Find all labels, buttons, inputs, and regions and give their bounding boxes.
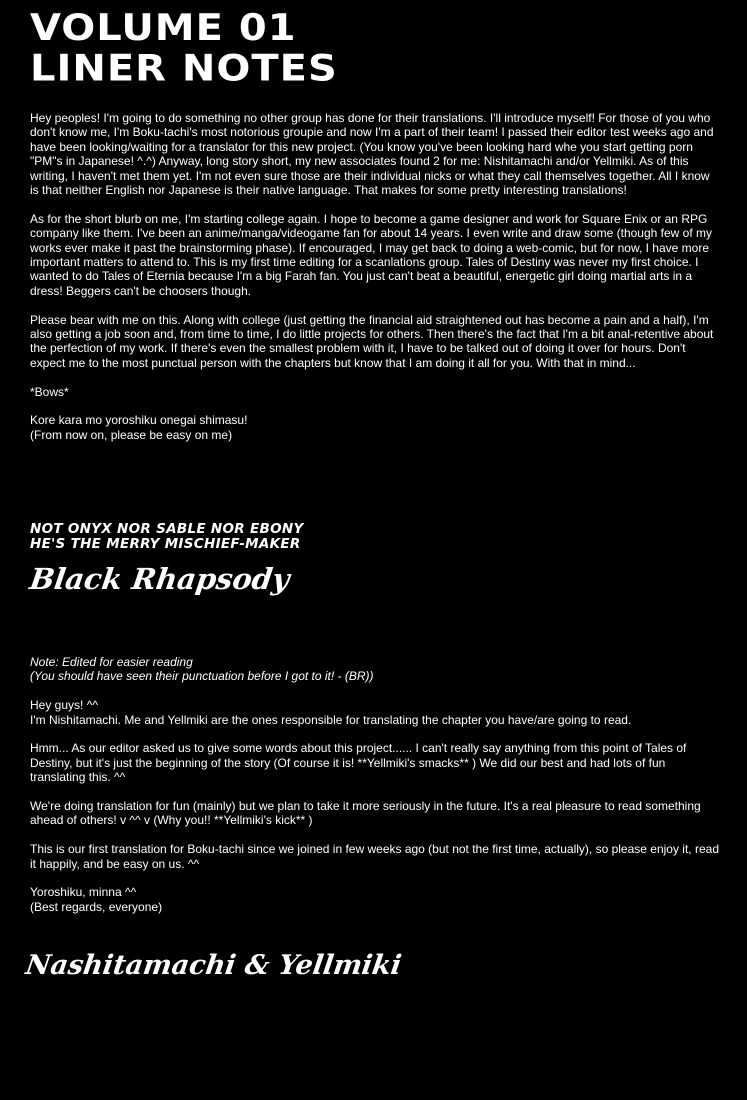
title-liner-notes: LINER NOTES — [30, 47, 338, 90]
editor-paragraph-closing — [30, 413, 720, 442]
tagline-line-2: HE'S THE MERRY MISCHIEF-MAKER — [30, 536, 301, 552]
translator-closing — [30, 885, 720, 914]
title-volume: VOLUME 01 — [30, 7, 297, 50]
editor-closing-english: (From now on, please be easy on me) — [30, 427, 233, 442]
editor-closing-japanese: Kore kara mo yoroshiku onegai shimasu! — [30, 413, 248, 428]
page-title — [30, 8, 338, 89]
translator-paragraph-project: Hmm... As our editor asked us to give some words about this project...... I can't really say anything from this point of Tales of Destiny, but it's just the beginning of the story (Of course it is! **Yellmiki's smacks** ) We did our best and had lots of fun translating this. ^^ — [30, 741, 687, 785]
editor-notes — [30, 111, 720, 457]
tagline-line-1: NOT ONYX NOR SABLE NOR EBONY — [30, 521, 304, 537]
translator-signature: Nashitamachi & Yellmiki — [23, 950, 404, 981]
translator-paragraph-fun: We're doing translation for fun (mainly) but we plan to take it more seriously in the future. It's a real pleasure to read something ahead of others! v ^^ v (Why you!! **Yellmiki's kick** ) — [30, 799, 701, 828]
editor-paragraph-request: Please bear with me on this. Along with college (just getting the financial aid straightened out has become a pain and a half), I'm also getting a job soon and, from time to time, I do little projects for others. Then there's the fact that I'm a bit anal-retentive about the perfection of my work. If there's even the smallest problem with it, I have to be talked out of doing it over for hours. Don't expect me to the most punctual person with the chapters but know that I am doing it all for you. With that in mind... — [30, 312, 714, 370]
translator-paragraph-first: This is our first translation for Boku-tachi since we joined in few weeks ago (but not the first time, actually), so please enjoy it, read it happily, and be easy on us. ^^ — [30, 842, 719, 871]
translator-greeting — [30, 698, 720, 727]
editor-tagline — [30, 522, 304, 552]
edit-note-line-2: (You should have seen their punctuation before I got to it! - (BR)) — [30, 669, 374, 684]
edit-note — [30, 655, 720, 684]
translator-greeting-line-1: Hey guys! ^^ — [30, 698, 98, 713]
editor-signature: Black Rhapsody — [27, 562, 292, 596]
translator-greeting-line-2: I'm Nishitamachi. Me and Yellmiki are the ones responsible for translating the chapter you have/are going to read. — [30, 712, 632, 727]
translator-notes — [30, 655, 720, 929]
editor-paragraph-bio: As for the short blurb on me, I'm starting college again. I hope to become a game designer and work for Square Enix or an RPG company like them. I've been an anime/manga/videogame fan for about 14 years. I even write and draw some (though few of my works ever make it past the brainstorming phase). If encouraged, I may get back to doing a web-comic, but for now, I have more important matters to attend to. This is my first time editing for a scanlations group. Tales of Destiny was never my first choice. I wanted to do Tales of Eternia because I'm a big Farah fan. You just can't beat a beautiful, energetic girl doing martial arts in a dress! Beggers can't be choosers though. — [30, 211, 712, 298]
translator-closing-english: (Best regards, everyone) — [30, 899, 163, 914]
translator-closing-japanese: Yoroshiku, minna ^^ — [30, 885, 137, 900]
editor-paragraph-intro: Hey peoples! I'm going to do something no other group has done for their translations. I'll introduce myself! For those of you who don't know me, I'm Boku-tachi's most notorious groupie and now I'm a part of their team! I passed their editor test weeks ago and have been looking/waiting for a translator for this new project. (You know you've been looking hard whe you start getting porn "PM"s in Japanese! ^.^) Anyway, long story short, my new associates found 2 for me: Nishitamachi and/or Yellmiki. As of this writing, I haven't met them yet. I'm not even sure those are their individual nicks or what they call themselves together. All I know is that neither English nor Japanese is their native language. That makes for some pretty interesting translations! — [30, 111, 714, 198]
editor-paragraph-bows: *Bows* — [30, 384, 69, 399]
edit-note-line-1: Note: Edited for easier reading — [30, 655, 193, 669]
